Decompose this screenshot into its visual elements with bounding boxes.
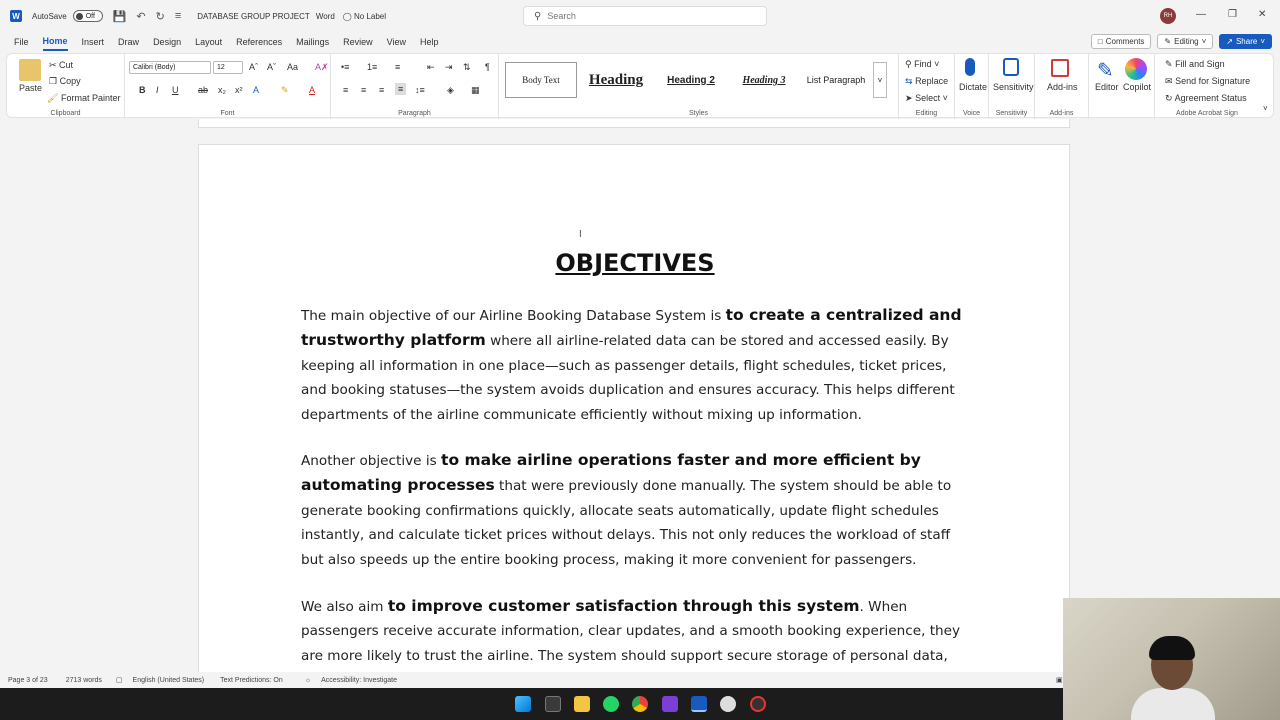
- task-view-icon[interactable]: [545, 696, 561, 712]
- header-actions: [1091, 34, 1272, 49]
- pen-icon: ✎: [1165, 59, 1173, 69]
- font-size-select[interactable]: 12: [213, 61, 243, 74]
- editor-copilot-group: [1089, 54, 1155, 119]
- minimize-icon[interactable]: —: [1196, 9, 1206, 20]
- paragraph-3-rest: . When passengers receive accurate information, clear updates, and a smooth booking experience, they are more likely to trust the airline. The system should support secure storage of personal data,: [301, 599, 961, 664]
- tab-insert[interactable]: Insert: [81, 37, 105, 47]
- send-icon: ✉: [1165, 76, 1173, 86]
- change-case-icon[interactable]: Aa: [287, 62, 299, 72]
- editing-label: Editing: [1174, 37, 1199, 46]
- autosave-state: Off: [85, 12, 95, 20]
- previous-page-edge: [198, 119, 1070, 128]
- dictate-label[interactable]: Dictate: [959, 82, 988, 92]
- restore-icon[interactable]: ❐: [1228, 9, 1237, 20]
- align-center-icon[interactable]: ≡: [361, 85, 367, 95]
- find-label: Find: [914, 59, 932, 69]
- share-icon: ↗: [1226, 37, 1233, 46]
- close-icon[interactable]: ✕: [1258, 9, 1267, 20]
- sensitivity-button-label[interactable]: Sensitivity: [993, 82, 1034, 92]
- word-count[interactable]: 2713 words: [65, 676, 102, 684]
- text-cursor-icon: I: [579, 229, 582, 240]
- save-icon[interactable]: 💾: [112, 10, 127, 23]
- shading-icon[interactable]: ◈: [447, 85, 454, 95]
- format-painter-button[interactable]: [47, 93, 120, 104]
- style-body-text[interactable]: Body Text: [505, 62, 577, 98]
- sort-icon[interactable]: ⇅: [463, 62, 471, 72]
- paste-icon[interactable]: [19, 59, 41, 81]
- presenter-body: [1131, 688, 1215, 720]
- cut-button[interactable]: ✂ Cut: [49, 60, 74, 70]
- show-formatting-icon[interactable]: ¶: [485, 62, 490, 72]
- undo-icon[interactable]: ↶: [136, 10, 146, 23]
- agreement-status-label: Agreement Status: [1174, 93, 1247, 103]
- pencil-icon: ✎: [1164, 37, 1172, 46]
- sensitivity-text: No Label: [353, 11, 387, 21]
- adobe-group-label: Adobe Acrobat Sign: [1176, 110, 1238, 117]
- focus-icon: ▣: [1056, 677, 1063, 684]
- comments-button[interactable]: [1091, 34, 1152, 49]
- bold-icon[interactable]: B: [139, 85, 146, 95]
- clipboard-group: [7, 54, 125, 119]
- sensitivity-icon[interactable]: [1003, 58, 1019, 76]
- comments-label: Comments: [1105, 37, 1145, 46]
- tab-design[interactable]: Design: [153, 37, 182, 47]
- tab-draw[interactable]: Draw: [118, 37, 140, 47]
- autosave-label: AutoSave: [32, 11, 67, 21]
- borders-icon[interactable]: ▦: [471, 85, 480, 95]
- user-avatar[interactable]: RH: [1160, 8, 1176, 24]
- bullets-icon[interactable]: •≡: [341, 62, 350, 72]
- find-button[interactable]: ⚲ Find ˅: [905, 59, 940, 69]
- editor-icon[interactable]: ✎: [1097, 60, 1114, 82]
- editing-mode-button[interactable]: [1157, 34, 1213, 49]
- share-label: Share: [1235, 37, 1258, 46]
- copy-button[interactable]: ❐ Copy: [49, 76, 81, 86]
- tab-file[interactable]: File: [14, 37, 29, 47]
- document-canvas[interactable]: [0, 119, 1280, 672]
- word-app-icon: W: [10, 10, 22, 22]
- shield-icon: ◯: [342, 11, 352, 21]
- addins-group-label: Add-ins: [1049, 110, 1074, 117]
- ribbon: [6, 53, 1274, 118]
- paste-label[interactable]: Paste: [19, 83, 43, 93]
- accessibility-icon: ☼: [304, 676, 312, 684]
- editing-group-label: Editing: [915, 110, 938, 117]
- select-label: Select: [915, 93, 941, 103]
- underline-icon[interactable]: U: [172, 85, 179, 95]
- paragraph-group: [331, 54, 499, 119]
- shrink-font-icon[interactable]: Aˇ: [267, 62, 276, 72]
- text-effects-icon[interactable]: A: [253, 85, 260, 95]
- subscript-icon[interactable]: x₂: [218, 85, 226, 95]
- tab-view[interactable]: View: [386, 37, 407, 47]
- tab-review[interactable]: Review: [343, 37, 373, 47]
- tab-mailings[interactable]: Mailings: [296, 37, 330, 47]
- addins-group: [1035, 54, 1089, 119]
- style-heading[interactable]: Heading: [588, 71, 644, 88]
- redo-icon[interactable]: ↻: [155, 10, 165, 23]
- editor-label[interactable]: Editor: [1095, 82, 1119, 92]
- whatsapp-icon[interactable]: [603, 696, 619, 712]
- fill-and-sign-label: Fill and Sign: [1175, 59, 1225, 69]
- select-button[interactable]: ➤ Select ˅: [905, 93, 948, 103]
- font-group: [125, 54, 331, 119]
- line-spacing-icon[interactable]: ↕≡: [415, 85, 425, 95]
- align-right-icon[interactable]: ≡: [379, 85, 385, 95]
- search-icon: ⚲: [534, 10, 542, 22]
- toggle-knob: [76, 13, 83, 20]
- cut-label: Cut: [59, 60, 74, 70]
- replace-label: Replace: [915, 76, 949, 86]
- clipboard-group-label: Clipboard: [50, 110, 81, 117]
- chevron-down-icon: ˅: [1260, 37, 1265, 46]
- styles-group-label: Styles: [688, 110, 709, 117]
- copilot-icon[interactable]: [1125, 58, 1147, 80]
- word-taskbar-icon[interactable]: [691, 696, 707, 712]
- replace-button[interactable]: [905, 76, 948, 87]
- font-color-icon[interactable]: A: [309, 85, 316, 95]
- paragraph-2: [301, 448, 969, 572]
- refresh-icon: ↻: [1165, 93, 1173, 103]
- styles-group: [499, 54, 899, 119]
- page-count[interactable]: Page 3 of 23: [8, 676, 48, 684]
- increase-indent-icon[interactable]: ⇥: [445, 62, 453, 72]
- decrease-indent-icon[interactable]: ⇤: [427, 62, 435, 72]
- numbering-icon[interactable]: 1≡: [367, 62, 378, 72]
- comment-icon: □: [1097, 37, 1103, 46]
- copilot-label[interactable]: Copilot: [1123, 82, 1152, 92]
- file-explorer-icon[interactable]: [574, 696, 590, 712]
- tab-layout[interactable]: Layout: [195, 37, 223, 47]
- paragraph-3-start: We also aim: [301, 599, 388, 615]
- webcam-overlay: [1063, 598, 1280, 720]
- tab-help[interactable]: Help: [420, 37, 439, 47]
- paragraph-1-start: The main objective of our Airline Booking Database System is: [301, 308, 726, 324]
- sensitivity-group-label: Sensitivity: [995, 110, 1028, 117]
- paragraph-2-bold: to make airline operations faster and more efficient by automating processes: [301, 451, 921, 495]
- fill-and-sign-button[interactable]: [1165, 59, 1225, 70]
- accessibility-status[interactable]: [297, 677, 397, 684]
- document-title: [197, 12, 335, 21]
- sensitivity-group: [989, 54, 1035, 119]
- addins-button-label[interactable]: Add-ins: [1047, 82, 1078, 92]
- replace-icon: ⇆: [905, 76, 913, 86]
- paragraph-1-bold: to create a centralized and trustworthy platform: [301, 306, 962, 350]
- share-button[interactable]: [1219, 34, 1272, 49]
- ribbon-tabs: [0, 32, 1280, 52]
- collapse-ribbon-icon[interactable]: ˅: [1263, 104, 1268, 113]
- app-name: Word: [315, 11, 335, 21]
- send-for-signature-button[interactable]: [1165, 76, 1250, 87]
- strikethrough-icon[interactable]: ab: [198, 85, 209, 95]
- adobe-sign-group: [1155, 54, 1259, 119]
- addins-icon[interactable]: [1051, 59, 1069, 77]
- sensitivity-label[interactable]: [343, 12, 386, 21]
- document-name: DATABASE GROUP PROJECT: [197, 11, 310, 21]
- search-box[interactable]: [523, 6, 767, 26]
- clear-formatting-icon[interactable]: A✗: [315, 62, 329, 72]
- grow-font-icon[interactable]: Aˆ: [249, 62, 258, 72]
- select-icon: ➤: [905, 93, 913, 103]
- font-group-label: Font: [220, 110, 235, 117]
- justify-icon[interactable]: ≡: [395, 83, 406, 95]
- autosave-toggle[interactable]: [73, 10, 103, 22]
- highlight-icon[interactable]: ✎: [281, 85, 289, 95]
- paragraph-group-label: Paragraph: [398, 110, 431, 117]
- paragraph-1: [301, 303, 969, 427]
- paragraph-2-start: Another objective is: [301, 453, 442, 469]
- italic-icon[interactable]: I: [156, 85, 159, 95]
- microphone-icon[interactable]: [965, 58, 975, 76]
- superscript-icon[interactable]: x²: [235, 85, 243, 95]
- document-page[interactable]: [198, 144, 1070, 672]
- search-placeholder: Search: [547, 11, 576, 21]
- text-predictions[interactable]: Text Predictions: On: [220, 676, 283, 684]
- windows-start-icon[interactable]: [515, 696, 531, 712]
- style-heading-3[interactable]: Heading 3: [742, 74, 786, 86]
- paragraph-3-bold: to improve customer satisfaction through this system: [387, 597, 860, 615]
- accessibility-label: Accessibility: Investigate: [321, 676, 398, 684]
- chevron-down-icon: ˅: [1201, 37, 1207, 46]
- recorder-icon[interactable]: [750, 696, 766, 712]
- styles-more-icon[interactable]: ˅: [873, 62, 887, 98]
- paragraph-1-rest: where all airline-related data can be stored and accessed easily. By keeping all information in one place—such as passenger details, flight schedules, ticket prices, and booking statuses—the system avoids duplication and ensures accuracy. This helps different departments of the airline communicate efficiently without mixing up information.: [301, 333, 955, 423]
- find-icon: ⚲: [905, 59, 912, 69]
- style-heading-2[interactable]: Heading 2: [667, 74, 715, 86]
- align-left-icon[interactable]: ≡: [343, 85, 349, 95]
- tab-home[interactable]: Home: [43, 33, 68, 51]
- paragraph-3: [301, 594, 969, 672]
- agreement-status-button[interactable]: [1165, 93, 1247, 104]
- chrome-icon[interactable]: [632, 696, 648, 712]
- onenote-icon[interactable]: [662, 696, 678, 712]
- font-name-select[interactable]: Calibri (Body): [129, 61, 211, 74]
- document-heading: OBJECTIVES: [555, 249, 715, 277]
- format-painter-label: Format Painter: [60, 93, 121, 103]
- chatgpt-icon[interactable]: [720, 696, 736, 712]
- voice-group: [955, 54, 989, 119]
- brush-icon: 🖌: [47, 93, 59, 103]
- paragraph-2-rest: that were previously done manually. The system should be able to generate booking confirmations quickly, allocate seats automatically, update flight schedules instantly, and calculate ticket prices without delays. This not only reduces the workload of staff but also speeds up the entire booking process, making it more convenient for passengers.: [301, 478, 952, 568]
- proofing-icon[interactable]: ▢: [115, 677, 123, 684]
- copy-label: Copy: [59, 76, 81, 86]
- style-list-paragraph[interactable]: List Paragraph: [806, 75, 866, 85]
- customize-toolbar-icon[interactable]: ≡: [174, 10, 182, 22]
- editing-group: [899, 54, 955, 119]
- send-for-signature-label: Send for Signature: [1175, 76, 1251, 86]
- tab-references[interactable]: References: [236, 37, 283, 47]
- title-bar: [0, 0, 1280, 32]
- voice-group-label: Voice: [962, 110, 981, 117]
- multilevel-list-icon[interactable]: ≡: [395, 62, 401, 72]
- language[interactable]: English (United States): [132, 676, 205, 684]
- presenter-hair: [1149, 636, 1195, 660]
